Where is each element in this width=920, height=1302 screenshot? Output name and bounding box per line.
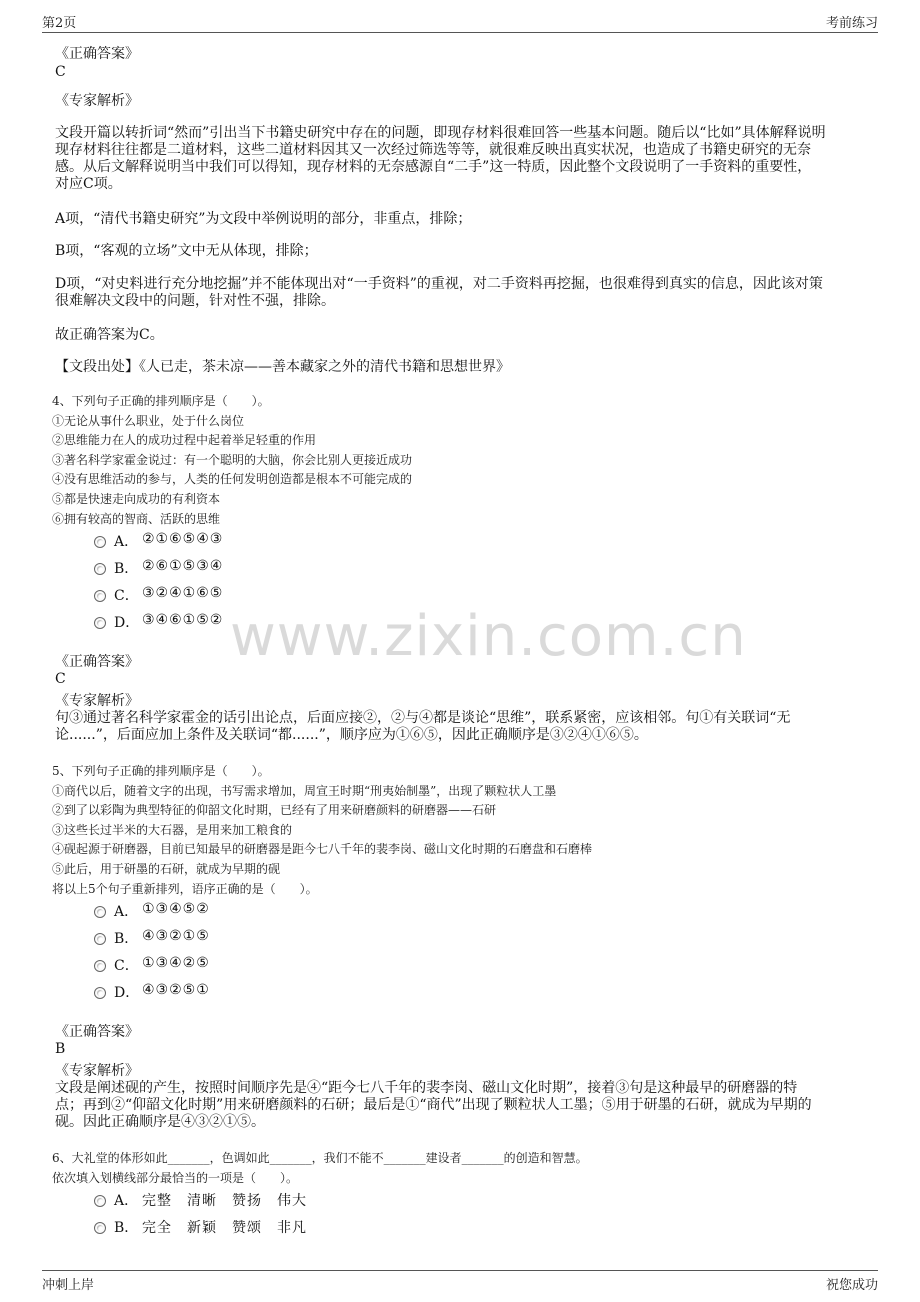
text-line: 砚。因此正确顺序是④③②①⑤。 (55, 1114, 265, 1130)
text-line: 对应C项。 (55, 176, 122, 192)
q5-analysis-label: 《专家解析》 (55, 1063, 139, 1079)
q5-option-d[interactable] (94, 982, 394, 1002)
text-line: 文段开篇以转折词“然而”引出当下书籍史研究中存在的问题，即现存材料很难回答一些基本问题。随后以“比如”具体解释说明 (55, 125, 826, 141)
text-line: 感。从后文解释说明当中我们可以得知，现存材料的无奈感源自“二手”这一特质，因此整个文段说明了一手资料的重要性， (55, 159, 812, 175)
option-text: ③②④①⑥⑤ (142, 585, 224, 601)
q4-option-c[interactable] (94, 585, 394, 605)
q4-answer-label: 《正确答案》 (55, 654, 139, 670)
text-line: 现存材料往往都是二道材料，这些二道材料因其又一次经过筛选等等，就很难反映出真实状况，也造成了书籍史研究的无奈 (55, 142, 811, 158)
option-text: ③④⑥①⑤② (142, 612, 224, 628)
option-text: ②⑥①⑤③④ (142, 558, 224, 574)
list-item: ⑥拥有较高的智商、活跃的思维 (52, 511, 221, 526)
q5-answer-value: B (55, 1041, 66, 1057)
page-footer (42, 1270, 878, 1295)
option-text: 完全 新颖 赞颂 非凡 (142, 1220, 307, 1236)
option-label: B． (114, 931, 139, 947)
list-item: ②到了以彩陶为典型特征的仰韶文化时期，已经有了用来研磨颜料的研磨器——石研 (52, 803, 497, 818)
text-line: 很难解决文段中的问题，针对性不强，排除。 (55, 293, 335, 309)
radio-icon[interactable] (94, 1222, 106, 1234)
option-label: C． (114, 958, 139, 974)
q5-answer-label: 《正确答案》 (55, 1024, 139, 1040)
option-text: ④③②⑤① (142, 982, 210, 998)
q5-option-c[interactable] (94, 955, 394, 975)
question-6 (52, 1149, 872, 1188)
option-label: B． (114, 561, 139, 577)
analysis-paragraph (55, 125, 865, 193)
list-item: ④砚起源于研磨器，目前已知最早的研磨器是距今七八千年的裴李岗、磁山文化时期的石磨盘和石磨棒 (52, 842, 593, 857)
radio-icon[interactable] (94, 590, 106, 602)
answer-label: 《正确答案》 (55, 46, 139, 62)
radio-icon[interactable] (94, 960, 106, 972)
list-item: ②思维能力在人的成功过程中起着举足轻重的作用 (52, 433, 317, 448)
header-title: 考前练习 (825, 16, 878, 31)
option-label: C． (114, 588, 139, 604)
footer-left: 冲刺上岸 (42, 1278, 95, 1293)
list-item: ⑤都是快速走向成功的有利资本 (52, 491, 221, 506)
option-text: ④③②①⑤ (142, 928, 210, 944)
list-item: ①无论从事什么职业，处于什么岗位 (52, 413, 245, 428)
question-stem: 4、下列句子正确的排列顺序是（ ）。 (52, 394, 270, 408)
option-label: D． (114, 615, 140, 631)
option-text: ②①⑥⑤④③ (142, 531, 224, 547)
text-line: 点；再到②“仰韶文化时期”用来研磨颜料的石研；最后是①“商代”出现了颗粒状人工墨；⑤用于研墨的石研，就成为早期的 (55, 1097, 812, 1113)
q4-option-d[interactable] (94, 612, 394, 632)
list-item: ③这些长过半米的大石器，是用来加工粮食的 (52, 822, 293, 837)
q5-option-b[interactable] (94, 928, 394, 948)
question-4 (52, 392, 872, 529)
option-label: A． (114, 1193, 139, 1209)
list-item: ⑤此后，用于研墨的石研，就成为早期的砚 (52, 861, 281, 876)
question-5 (52, 762, 872, 899)
radio-icon[interactable] (94, 906, 106, 918)
radio-icon[interactable] (94, 536, 106, 548)
q5-analysis (55, 1080, 865, 1131)
source-citation: 【文段出处】《人已走，茶未凉——善本藏家之外的清代书籍和思想世界》 (55, 359, 510, 375)
conclusion: 故正确答案为C。 (55, 327, 164, 343)
option-text: ①③④⑤② (142, 901, 210, 917)
analysis-option-a: A项，“清代书籍史研究”为文段中举例说明的部分，非重点，排除； (55, 211, 472, 227)
list-item: ③著名科学家霍金说过：有一个聪明的大脑，你会比别人更接近成功 (52, 452, 413, 467)
text-line: 论......”，后面应加上条件及关联词“都......”，顺序应为①⑥⑤，因此正确顺序是③②④①⑥⑤。 (55, 727, 648, 743)
analysis-option-b: B项，“客观的立场”文中无从体现，排除； (55, 243, 318, 259)
radio-icon[interactable] (94, 1195, 106, 1207)
option-text: 完整 清晰 赞扬 伟大 (142, 1193, 307, 1209)
footer-right: 祝您成功 (825, 1278, 878, 1293)
answer-value: C (55, 64, 66, 80)
page-number: 第2页 (42, 16, 77, 31)
q4-option-b[interactable] (94, 558, 394, 578)
q4-option-a[interactable] (94, 531, 394, 551)
q4-analysis (55, 710, 865, 744)
question-instruction: 依次填入划横线部分最恰当的一项是（ ）。 (52, 1170, 299, 1185)
option-label: D． (114, 985, 140, 1001)
q6-option-a[interactable] (94, 1190, 394, 1210)
analysis-label: 《专家解析》 (55, 93, 139, 109)
analysis-option-d (55, 276, 865, 310)
option-label: A． (114, 904, 139, 920)
q5-option-a[interactable] (94, 901, 394, 921)
question-instruction: 将以上5个句子重新排列，语序正确的是（ ）。 (52, 881, 318, 896)
radio-icon[interactable] (94, 933, 106, 945)
text-line: 文段是阐述砚的产生，按照时间顺序先是④“距今七八千年的裴李岗、磁山文化时期”，接着③句是这种最早的研磨器的特 (55, 1080, 798, 1096)
q4-answer-value: C (55, 671, 66, 687)
page-header (42, 12, 878, 33)
option-text: ①③④②⑤ (142, 955, 210, 971)
radio-icon[interactable] (94, 617, 106, 629)
q4-analysis-label: 《专家解析》 (55, 693, 139, 709)
option-label: A． (114, 534, 139, 550)
q6-option-b[interactable] (94, 1217, 394, 1237)
option-label: B． (114, 1220, 139, 1236)
question-stem: 6、大礼堂的体形如此_______，色调如此_______，我们不能不_______建设者_______的创造和智慧。 (52, 1151, 588, 1165)
radio-icon[interactable] (94, 563, 106, 575)
watermark: www.zixin.com.cn (230, 604, 747, 669)
list-item: ④没有思维活动的参与，人类的任何发明创造都是根本不可能完成的 (52, 472, 413, 487)
text-line: 句③通过著名科学家霍金的话引出论点，后面应接②，②与④都是谈论“思维”，联系紧密，应该相邻。句①有关联词“无 (55, 710, 791, 726)
list-item: ①商代以后，随着文字的出现，书写需求增加，周宣王时期“刑夷始制墨”，出现了颗粒状人工墨 (52, 783, 557, 798)
radio-icon[interactable] (94, 987, 106, 999)
question-stem: 5、下列句子正确的排列顺序是（ ）。 (52, 764, 270, 778)
text-line: D项，“对史料进行充分地挖掘”并不能体现出对“一手资料”的重视，对二手资料再挖掘，也很难得到真实的信息，因此该对策 (55, 276, 823, 292)
